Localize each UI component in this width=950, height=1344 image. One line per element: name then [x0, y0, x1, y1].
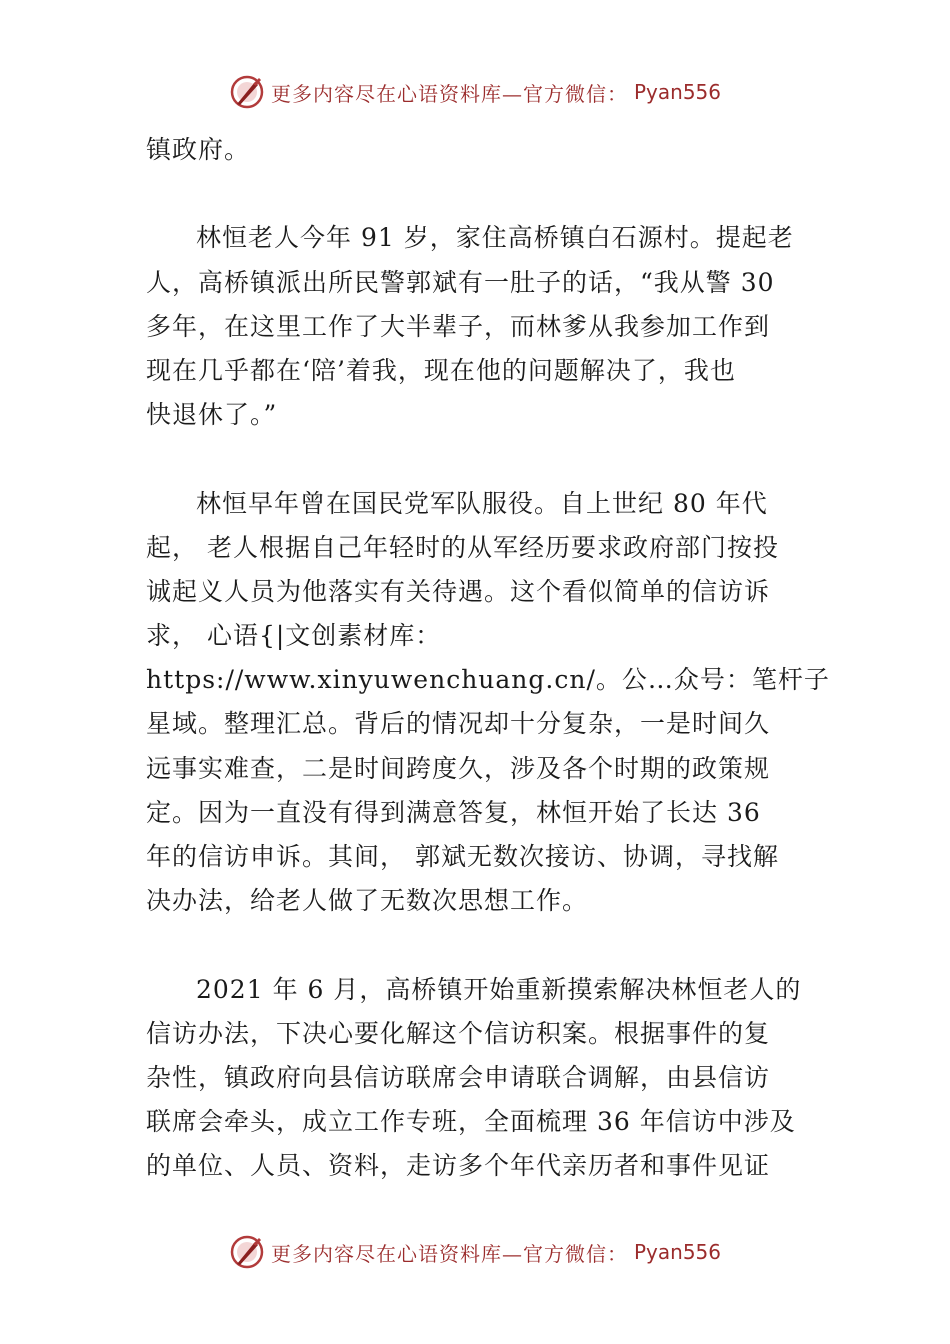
watermark-header	[0, 72, 950, 112]
paragraph	[146, 968, 826, 1189]
text-line: 星域。整理汇总。背后的情况却十分复杂，一是时间久	[146, 709, 771, 739]
text-line: 起， 老人根据自己年轻时的从军经历要求政府部门按投	[146, 532, 779, 562]
text-line: 杂性，镇政府向县信访联席会申请联合调解，由县信访	[146, 1062, 771, 1092]
text-line: 联席会牵头，成立工作专班，全面梳理 36 年信访中涉及	[146, 1107, 796, 1137]
watermark-contact: Pyan556	[633, 1240, 721, 1264]
watermark-contact: Pyan556	[633, 80, 721, 104]
text-line: 镇政府。	[146, 135, 251, 164]
text-line: 的单位、人员、资料，走访多个年代亲历者和事件见证	[146, 1151, 771, 1181]
quill-logo-icon	[229, 1234, 265, 1270]
text-line: 2021 年 6 月，高桥镇开始重新摸索解决林恒老人的	[196, 974, 802, 1004]
text-line: 诚起义人员为他落实有关待遇。这个看似简单的信访诉	[146, 576, 771, 606]
text-line: 年的信访申诉。其间， 郭斌无数次接访、协调，寻找解	[146, 842, 779, 871]
quill-logo-icon	[229, 74, 265, 110]
text-line: 快退休了。”	[146, 400, 278, 430]
watermark-footer	[0, 1232, 950, 1272]
text-line: 人，高桥镇派出所民警郭斌有一肚子的话，“我从警 30	[146, 267, 775, 297]
watermark-text: 更多内容尽在心语资料库—官方微信：	[270, 81, 628, 106]
paragraph	[146, 128, 826, 172]
text-line: 决办法，给老人做了无数次思想工作。	[146, 886, 589, 916]
text-line: 定。因为一直没有得到满意答复，林恒开始了长达 36	[146, 797, 761, 827]
text-line: 远事实难查，二是时间跨度久，涉及各个时期的政策规	[146, 753, 771, 783]
watermark-text: 更多内容尽在心语资料库—官方微信：	[270, 1241, 628, 1266]
text-line: 林恒老人今年 91 岁，家住高桥镇白石源村。提起老	[196, 223, 794, 253]
paragraph	[146, 482, 830, 924]
text-line: 林恒早年曾在国民党军队服役。自上世纪 80 年代	[196, 488, 768, 518]
text-line: https://www.xinyuwenchuang.cn/。公…众号：笔杆子	[146, 665, 830, 695]
text-line: 现在几乎都在‘陪’着我，现在他的问题解决了，我也	[146, 355, 736, 385]
paragraph	[146, 216, 826, 437]
text-line: 信访办法，下决心要化解这个信访积案。根据事件的复	[146, 1018, 771, 1048]
article-body	[146, 128, 830, 1189]
text-line: 求， 心语{|文创素材库：	[146, 621, 442, 651]
text-line: 多年，在这里工作了大半辈子，而林爹从我参加工作到	[146, 311, 771, 341]
